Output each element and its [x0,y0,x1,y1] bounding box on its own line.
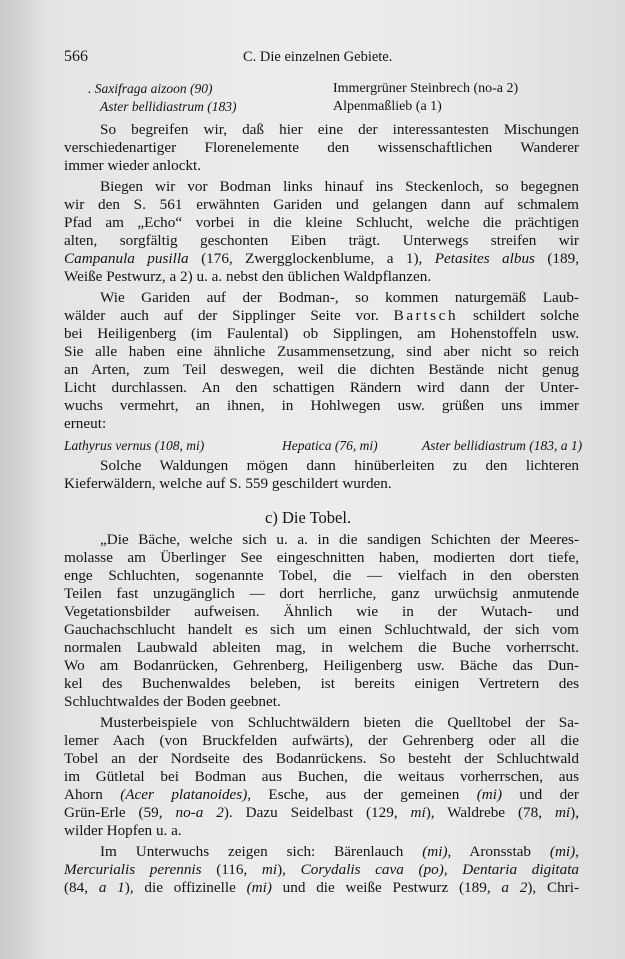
text-line: Tobel an der Nordseite des Bodanrückens. So besteht der Schluchtwald [64,750,579,767]
species-name: Dentaria digitata [462,861,580,878]
plant-list-entry: Aster bellidiastrum (183) [100,99,237,114]
text-line: Vegetationsbilder aufweisen. Ähnlich wie in der Wutach- und [64,603,579,620]
text-line: lemer Aach (von Bruckfelden aufwärts), der Gehrenberg oder all die [64,732,579,749]
plant-list-german: Immergrüner Steinbrech (no-a 2) [333,81,519,96]
text-line: Weiße Pestwurz, a 2) u. a. nebst den üblichen Waldpflanzen. [64,268,432,285]
text-line: Gauchachschlucht handelt es sich um einen Schluchtwald, der sich vom [64,621,579,638]
text-line: immer wieder anlockt. [64,157,202,174]
author-name: Bartsch [393,307,459,324]
text-line: (84, a 1), die offizinelle (mi) und die weiße Pestwurz (189, a 2), Chri- [64,879,580,896]
text-line: normalen Laubwald ableiten mag, in welchem die Buche vorherrscht. [64,639,579,656]
species-name: Petasites albus [434,250,535,267]
text-line: wilder Hopfen u. a. [64,822,182,839]
plant-list-entry: Lathyrus vernus (108, mi) [64,438,205,453]
species-name: (Acer platanoides) [120,786,248,803]
text-line: molasse am Überlinger See eingeschnitten haben, modierten dort tiefe, [64,549,579,566]
text-line: Mercurialis perennis (116, mi), Corydalis cava (po), Dentaria digitata [64,861,580,878]
text-line: bei Heiligenberg (im Faulental) ob Sipplingen, am Hohenstoffeln usw. [64,325,579,342]
text-line: erneut: [64,415,107,432]
text-line: So begreifen wir, daß hier eine der interessantesten Mischungen [100,121,579,138]
text-line: „Die Bäche, welche sich u. a. in die sandigen Schichten der Meeres- [100,531,579,548]
plant-list-german: Alpenmaßlieb (a 1) [333,99,442,114]
text-line: an Arten, zum Teil deswegen, weil die dichten Bestände nicht genug [64,361,579,378]
text-line: im Gütletal bei Bodman aus Buchen, die weitaus vorherrschen, aus [64,768,579,785]
text-line: Kieferwäldern, welche auf S. 559 geschildert wurden. [64,475,392,492]
plant-list-entry: . Saxifraga aizoon (90) [88,81,213,96]
section-title: Die Tobel. [281,508,352,527]
section-marker: c) [265,508,278,527]
running-title: C. Die einzelnen Gebiete. [243,49,393,65]
plant-list-entry: Hepatica (76, mi) [282,438,378,453]
species-name: Mercurialis perennis [64,861,202,878]
species-name: Campanula pusilla [64,250,189,267]
text-line: Grün-Erle (59, no-a 2). Dazu Seidelbast (129, mi), Waldrebe (78, mi), [64,804,580,821]
text-line: Sie alle haben eine ähnliche Zusammensetzung, sind aber nicht so reich [64,343,579,360]
text-line: Solche Waldungen mögen dann hinüberleiten zu den lichteren [100,457,579,474]
text-line: wuchs vermehrt, an ihnen, in Hohlwegen usw. grüßen uns immer [64,397,579,414]
page-number: 566 [64,48,88,65]
text-line: Musterbeispiele von Schluchtwäldern bieten die Quelltobel der Sa- [100,714,579,731]
text-line: enge Schluchten, sogenannte Tobel, die — vielfach in den obersten [64,567,579,584]
text-line: Wie Gariden auf der Bodman-, so kommen naturgemäß Laub- [100,289,579,306]
text-line: Ahorn (Acer platanoides), Esche, aus der gemeinen (mi) und der [64,786,579,803]
section-heading [265,509,351,527]
species-name: Corydalis cava (po) [300,861,444,878]
text-line: wir den S. 561 erwähnten Gariden und gelangen dann auf schmalem [64,196,579,213]
text-line: alten, sorgfältig geschonten Eiben trägt. Unterwegs streifen wir [64,232,579,249]
text-line: Campanula pusilla (176, Zwergglockenblume, a 1), Petasites albus (189, [64,250,580,267]
text-line: kel des Buchenwaldes beleben, ist bereits einigen Vertretern des [64,675,579,692]
text-line: wälder auch auf der Sipplinger Seite vor. Bartsch schildert solche [64,307,579,324]
text-line: Teilen fast unzugänglich — dort herrliche, ganz urwüchsig anmutende [64,585,579,602]
text-line: Schluchtwaldes der Boden geebnet. [64,693,281,710]
text-line: verschiedenartiger Florenelemente den wissenschaftlichen Wanderer [64,139,579,156]
plant-list-entry: Aster bellidiastrum (183, a 1) [422,438,583,453]
text-line: Pfad am „Echo“ vorbei in die kleine Schlucht, welche die prächtigen [64,214,579,231]
text-line: Biegen wir vor Bodman links hinauf ins Steckenloch, so begegnen [100,178,579,195]
text-line: Im Unterwuchs zeigen sich: Bärenlauch (mi), Aronsstab (mi), [100,843,580,860]
text-line: Licht durchlassen. An den schattigen Rändern wird dann der Unter- [64,379,579,396]
text-line: Wo am Bodanrücken, Gehrenberg, Heiligenberg usw. Bäche das Dun- [64,657,579,674]
